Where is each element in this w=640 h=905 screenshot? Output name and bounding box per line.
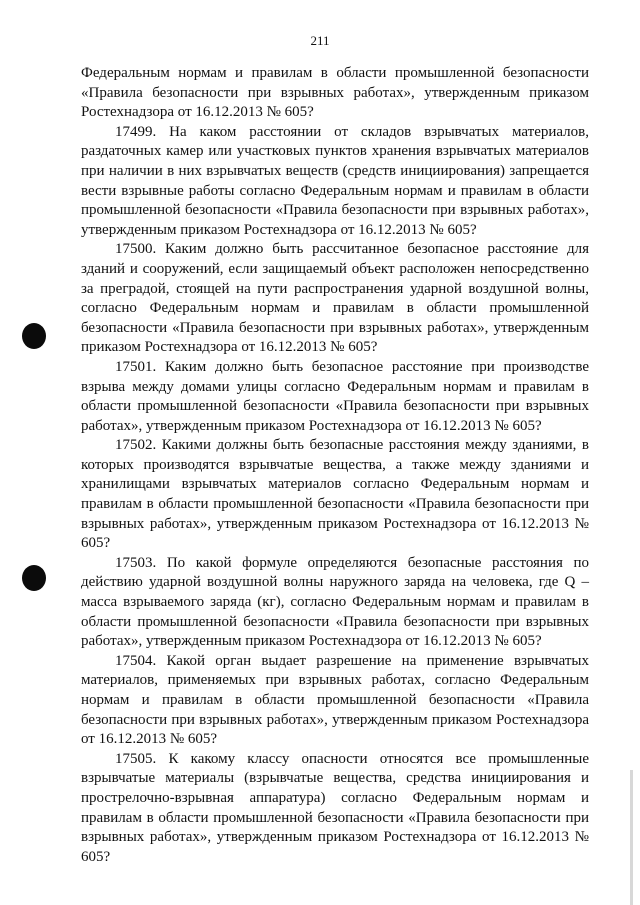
page-number: 211 xyxy=(310,33,330,48)
question-17499: 17499. На каком расстоянии от складов взрывчатых материалов, раздаточных камер или участковых пунктов хранения взрывчатых материалов при наличии в них взрывчатых веществ (средств инициирования) запрещается вести взрывные работы согласно Федеральным нормам и правилам в области промышленной безопасности «Правила безопасности при взрывных работах», утвержденным приказом Ростехнадзора от 16.12.2013 № 605? xyxy=(81,123,589,238)
question-17504: 17504. Какой орган выдает разрешение на применение взрывчатых материалов, применяемых при взрывных работах, согласно Федеральным нормам и правилам в области промышленной безопасности «Правила безопасности при взрывных работах», утвержденным приказом Ростехнадзора от 16.12.2013 № 605? xyxy=(81,652,589,748)
question-17502: 17502. Какими должны быть безопасные расстояния между зданиями, в которых производятся взрывчатые вещества, а также между зданиями и хранилищами взрывчатых материалов согласно Федеральным нормам и правилам в области промышленной безопасности «Правила безопасности при взрывных работах», утвержденным приказом Ростехнадзора от 16.12.2013 № 605? xyxy=(81,437,589,552)
punch-hole-bottom xyxy=(22,565,46,591)
document-body xyxy=(81,64,589,867)
question-17503: 17503. По какой формуле определяются безопасные расстояния по действию ударной воздушной волны наружного заряда на человека, где Q – масса взрываемого заряда (кг), согласно Федеральным нормам и правилам в области промышленной безопасности «Правила безопасности при взрывных работах», утвержденным приказом Ростехнадзора от 16.12.2013 № 605? xyxy=(81,554,589,650)
paragraph-continuation: Федеральным нормам и правилам в области промышленной безопасности «Правила безопасности при взрывных работах», утвержденным приказом Ростехнадзора от 16.12.2013 № 605? xyxy=(81,65,589,121)
question-17500: 17500. Каким должно быть рассчитанное безопасное расстояние для зданий и сооружений, если защищаемый объект расположен непосредственно за преградой, стоящей на пути распространения ударной воздушной волны, согласно Федеральным нормам и правилам в области промышленной безопасности «Правила безопасности при взрывных работах», утвержденным приказом Ростехнадзора от 16.12.2013 № 605? xyxy=(81,241,589,356)
question-17501: 17501. Каким должно быть безопасное расстояние при производстве взрыва между домами улицы согласно Федеральным нормам и правилам в области промышленной безопасности «Правила безопасности при взрывных работах», утвержденным приказом Ростехнадзора от 16.12.2013 № 605? xyxy=(81,358,589,434)
question-17505: 17505. К какому классу опасности относятся все промышленные взрывчатые материалы (взрывчатые вещества, средства инициирования и прострелочно-взрывная аппаратура) согласно Федеральным нормам и правилам в области промышленной безопасности «Правила безопасности при взрывных работах», утвержденным приказом Ростехнадзора от 16.12.2013 № 605? xyxy=(81,750,589,865)
scan-edge-mark xyxy=(630,770,633,905)
punch-hole-top xyxy=(22,323,46,349)
